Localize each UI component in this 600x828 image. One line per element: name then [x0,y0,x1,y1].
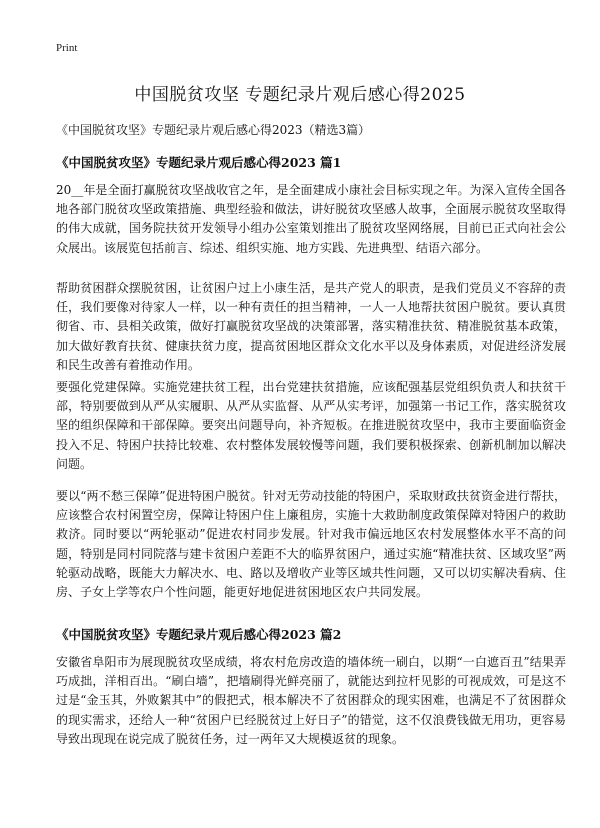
paragraph-1-3: 要强化党建保障。实施党建扶贫工程，出台党建扶贫措施，应该配强基层党组织负责人和扶贫干部，特别要做到从严从实履职、从严从实监督、从严从实考评，加强第一书记工作，落实脱贫攻坚的组织保障和干部保障。要突出问题导向，补齐短板。在推进脱贫攻坚中，我市主要面临资金投入不足、特困户扶持比较难、农村整体发展较慢等问题，我们要积极探索、创新机制加以解决问题。 [56,380,566,471]
paragraph-1-2: 帮助贫困群众摆脱贫困，让贫困户过上小康生活，是共产党人的职责，是我们党员义不容辞的责任，我们要像对待家人一样，以一种有责任的担当精神，一人一人地帮扶贫困户脱贫。要认真贯彻省、市、县相关政策，做好打赢脱贫攻坚战的决策部署，落实精准扶贫、精准脱贫基本政策，加大做好教育扶贫、健康扶贫力度，提高贫困地区群众文化水平以及身体素质，对促进经济发展和民生改善有着推动作用。 [56,281,566,372]
paragraph-1-1: 20__年是全面打赢脱贫攻坚战收官之年，是全面建成小康社会目标实现之年。为深入宣传全国各地各部门脱贫攻坚政策措施、典型经验和做法，讲好脱贫攻坚感人故事，全面展示脱贫攻坚取得的伟大成就，国务院扶贫开发领导小组办公室策划推出了脱贫攻坚网络展，目前已正式向社会公众展出。该展览包括前言、综述、组织实施、地方实践、先进典型、结语六部分。 [56,183,566,255]
page-title: 中国脱贫攻坚 专题纪录片观后感心得2025 [134,85,466,105]
paragraph-1-4: 要以“两不愁三保障”促进特困户脱贫。针对无劳动技能的特困户，采取财政扶贫资金进行帮扶，应该整合农村闲置空房，保障让特困户住上廉租房，实施十大救助制度政策保障对特困户的救助救济。同时要以“两轮驱动”促进农村同步发展。针对我市偏远地区农村发展整体水平不高的问题，特别是同村同院落与建卡贫困户差距不大的临界贫困户，通过实施“精准扶贫、区域攻坚”两轮驱动战略，既能大力解决水、电、路以及增收产业等区域共性问题，又可以切实解决看病、住房、子女上学等农户个性问题，能更好地促进贫困地区农户共同发展。 [56,489,566,600]
print-link[interactable]: Print [56,42,78,54]
document-subtitle: 《中国脱贫攻坚》专题纪录片观后感心得2023（精选3篇） [56,123,371,137]
section-heading-2: 《中国脱贫攻坚》专题纪录片观后感心得2023 篇2 [56,627,342,642]
paragraph-2-1: 安徽省阜阳市为展现脱贫攻坚成绩，将农村危房改造的墙体统一刷白，以期“一白遮百丑”结果弄巧成拙，洋相百出。“刷白墙”，把墙刷得光鲜亮丽了，就能达到拉杆见影的可视成效，可是这不过是“金玉其，外败絮其中”的假把式，根本解决不了贫困群众的现实困难，也满足不了贫困群众的现实需求，还给人一种“贫困户已经脱贫过上好日子”的错觉，这不仅浪费钱做无用功，更容易导致出现现在说完成了脱贫任务，过一两年又大规模返贫的现象。 [56,655,566,746]
section-heading-1: 《中国脱贫攻坚》专题纪录片观后感心得2023 篇1 [56,155,342,170]
